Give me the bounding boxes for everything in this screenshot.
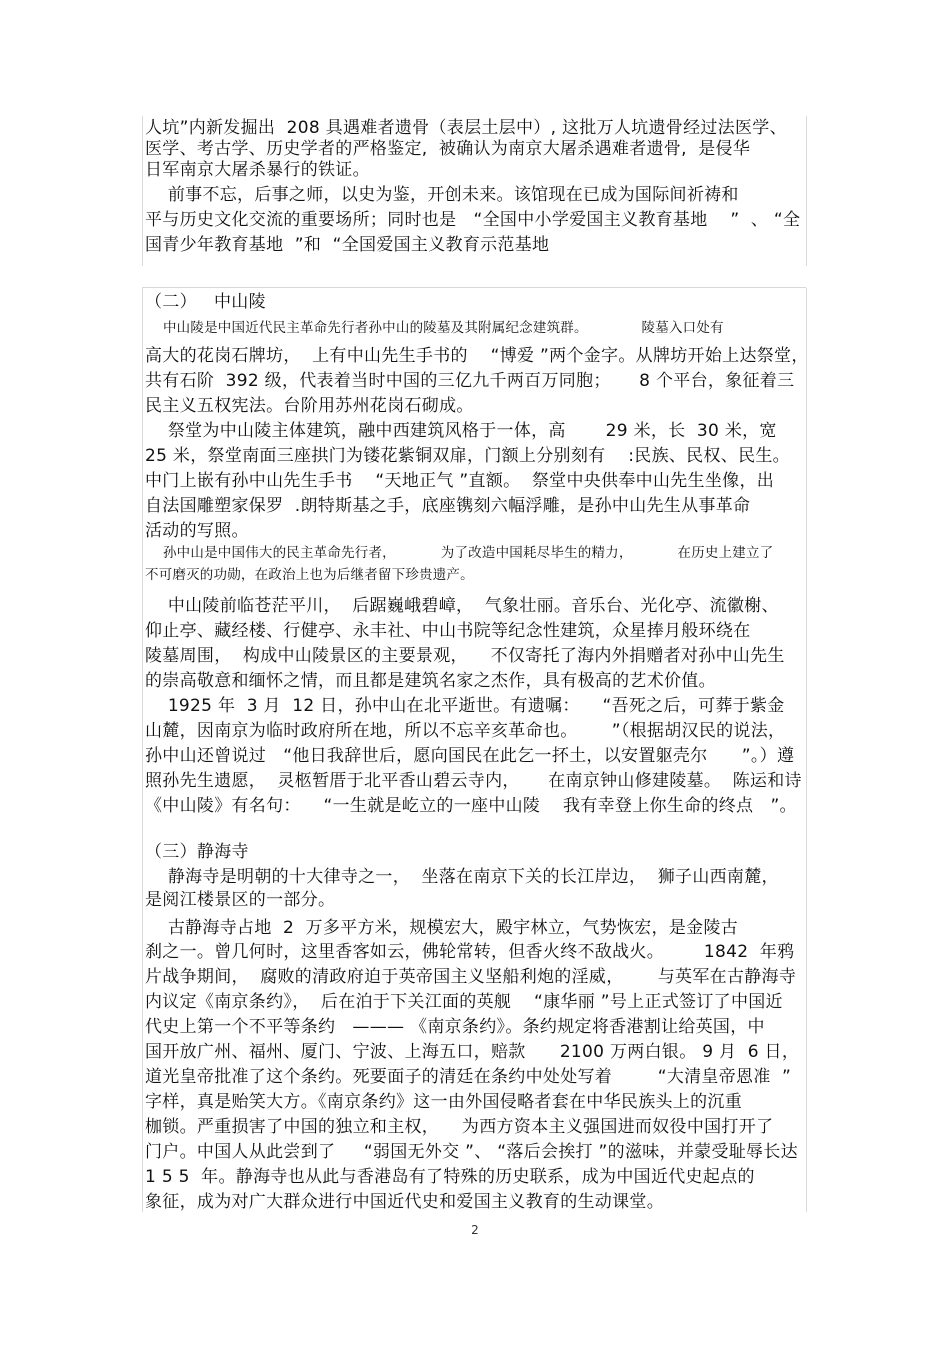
section2-paragraph-2 [145, 419, 790, 544]
text-line: 民主义五权宪法。台阶用苏州花岗石砌成。 [145, 396, 474, 416]
text-line: 自法国雕塑家保罗 .朗特斯基之手，底座镌刻六幅浮雕，是孙中山先生从事革命 [145, 496, 751, 516]
text-line: 照孙先生遗愿， 灵柩暂厝于北平香山碧云寺内， 在南京钟山修建陵墓。 陈运和诗 [145, 771, 802, 791]
text-line: 陵墓周围， 构成中山陵景区的主要景观， 不仅寄托了海内外捐赠者对孙中山先生 [145, 646, 785, 666]
section2-intro-first [145, 317, 724, 339]
text-line: 代史上第一个不平等条约 ——— 《南京条约》。条约规定将香港割让给英国，中 [145, 1017, 765, 1037]
frame-right-bottom [806, 288, 807, 1212]
section-heading: （二） 中山陵 [145, 292, 266, 312]
text-line: 高大的花岗石牌坊， 上有中山先生手书的 “博爱 ”两个金字。从牌坊开始上达祭堂， [145, 346, 809, 366]
text-line: 1 5 5 年。静海寺也从此与香港岛有了特殊的历史联系，成为中国近代史起点的 [145, 1167, 755, 1187]
text-line: 枷锁。严重损害了中国的独立和主权， 为西方资本主义强国进而奴役中国打开了 [145, 1117, 774, 1137]
text-line: 1925 年 3 月 12 日，孙中山在北平逝世。有遗嘱： “吾死之后，可葬于紫金 [145, 696, 785, 716]
text-line: 孙中山还曾说过 “他日我辞世后，愿向国民在此乞一抔土，以安置躯壳尔 ”。）遵 [145, 746, 795, 766]
text-line: 孙中山是中国伟大的民主革命先行者， 为了改造中国耗尽毕生的精力， 在历史上建立了 [145, 545, 774, 561]
text-line: 活动的写照。 [145, 521, 249, 541]
text-line: 国青少年教育基地 ”和 “全国爱国主义教育示范基地 [145, 235, 550, 255]
text-line: 《中山陵》有名句： “一生就是屹立的一座中山陵 我有幸登上你生命的终点 ”。 [145, 796, 797, 816]
text-line: 的崇高敬意和缅怀之情，而且都是建筑名家之杰作，具有极高的艺术价值。 [145, 671, 716, 691]
text-line: 内议定《南京条约》， 后在泊于下关江面的英舰 “康华丽 ”号上正式签订了中国近 [145, 992, 783, 1012]
frame-right-top [806, 116, 807, 266]
text-line: 医学、考古学、历史学者的严格鉴定, 被确认为南京大屠杀遇难者遗骨, 是侵华 [145, 139, 751, 159]
text-line: 国开放广州、福州、厦门、宁波、上海五口，赔款 2100 万两白银。 9 月 6 日， [145, 1042, 800, 1062]
text-line: 不可磨灭的功勋，在政治上也为后继者留下珍贵遗产。 [145, 567, 474, 583]
text-line: 中门上嵌有孙中山先生手书 “天地正气 ”直额。 祭堂中央供奉中山先生坐像，出 [145, 471, 775, 491]
text-line: 仰止亭、藏经楼、行健亭、永丰社、中山书院等纪念性建筑，众星捧月般环绕在 [145, 621, 751, 641]
text-line: 前事不忘，后事之师，以史为鉴，开创未来。该馆现在已成为国际间祈祷和 [145, 185, 739, 205]
text-line: 刹之一。曾几何时，这里香客如云，佛轮常转，但香火终不敌战火。 1842 年鸦 [145, 942, 795, 962]
frame-divider [142, 287, 806, 288]
text-line: 道光皇帝批准了这个条约。死要面子的清廷在条约中处处写着 “大清皇帝恩准 ” [145, 1067, 792, 1087]
text-line: 日军南京大屠杀暴行的铁证。 [145, 160, 370, 180]
text-line: 中山陵前临苍茫平川， 后踞巍峨碧嶂， 气象壮丽。音乐台、光化亭、流徽榭、 [145, 596, 779, 616]
text-line: 片战争期间， 腐败的清政府迫于英帝国主义坚船利炮的淫威， 与英军在古静海寺 [145, 967, 797, 987]
text-line: 山麓，因南京为临时政府所在地，所以不忘辛亥革命也。 ”（根据胡汉民的说法， [145, 721, 786, 741]
text-line: 古静海寺占地 2 万多平方米，规模宏大，殿宇林立，气势恢宏，是金陵古 [145, 918, 739, 938]
section2-small-note [145, 542, 773, 586]
text-line: 人坑”内新发掘出 208 具遇难者遗骨（表层土层中）, 这批万人坑遗骨经过法医学、 [145, 118, 787, 138]
text-line: 平与历史文化交流的重要场所；同时也是 “全国中小学爱国主义教育基地 ” 、 “全 [145, 210, 801, 230]
text-line: 祭堂为中山陵主体建筑，融中西建筑风格于一体，高 29 米，长 30 米，宽 [145, 421, 777, 441]
frame-left-top [142, 116, 143, 266]
frame-left-bottom [142, 288, 143, 1212]
section-heading: （三）静海寺 [145, 842, 249, 862]
text-line: 门户。中国人从此尝到了 “弱国无外交 ”、 “落后会挨打 ”的滋味，并蒙受耻辱长达 [145, 1142, 798, 1162]
text-line: 象征，成为对广大群众进行中国近代史和爱国主义教育的生动课堂。 [145, 1192, 664, 1212]
page-number: 2 [471, 1223, 479, 1237]
text-line: 中山陵是中国近代民主革命先行者孙中山的陵墓及其附属纪念建筑群。 陵墓入口处有 [145, 320, 724, 336]
text-line: 静海寺是明朝的十大律寺之一， 坐落在南京下关的长江岸边， 狮子山西南麓， [145, 867, 779, 887]
section3-paragraphs [145, 866, 799, 1215]
section2-paragraph-3 [145, 594, 802, 819]
section2-intro [145, 344, 809, 419]
text-line: 共有石阶 392 级，代表着当时中国的三亿九千两百万同胞； 8 个平台，象征着三 [145, 371, 795, 391]
text-line: 是阅江楼景区的一部分。 [145, 890, 336, 910]
intro-paragraphs [145, 118, 800, 256]
text-line: 25 米，祭堂南面三座拱门为镂花紫铜双扉，门额上分别刻有 :民族、民权、民生。 [145, 446, 790, 466]
text-line: 字样，真是贻笑大方。《南京条约》这一由外国侵略者套在中华民族头上的沉重 [145, 1092, 742, 1112]
